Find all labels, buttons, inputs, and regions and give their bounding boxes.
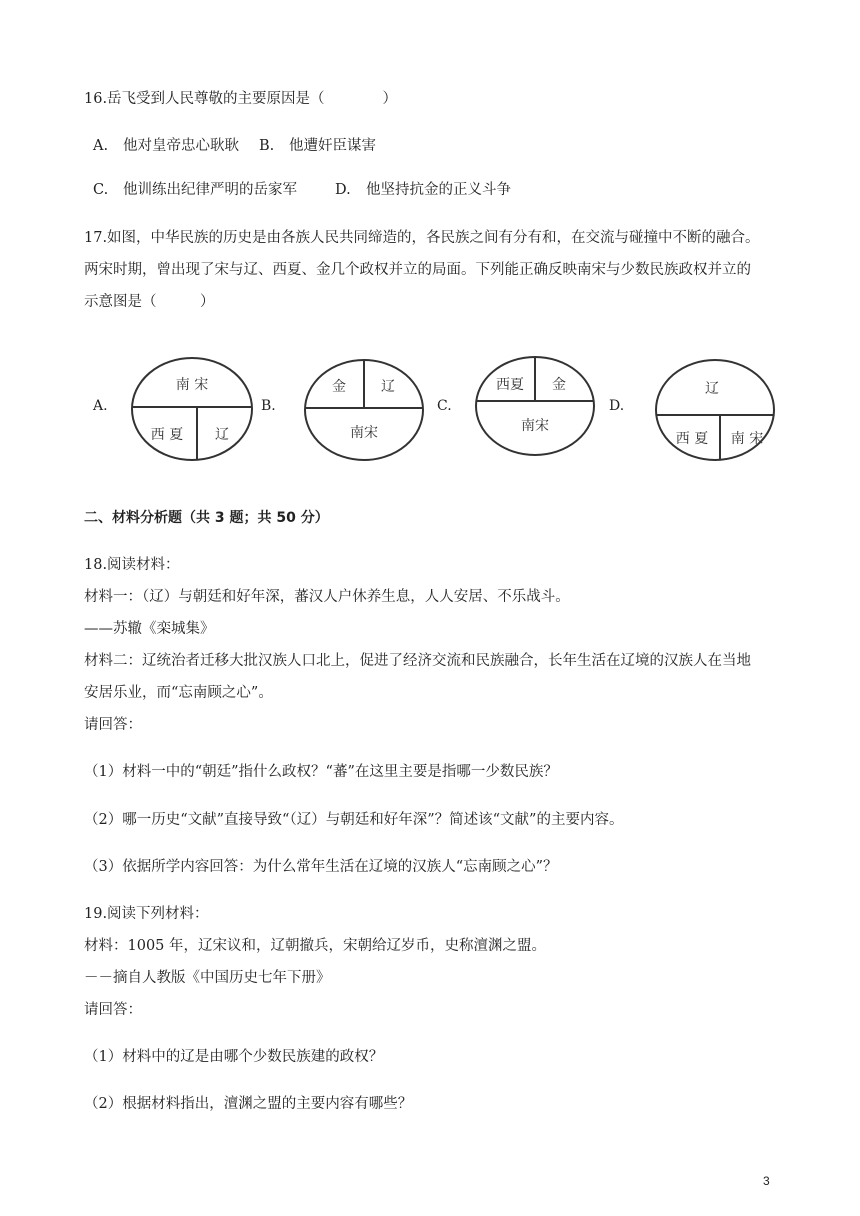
q18-sub-question-3: （3）依据所学内容回答：为什么常年生活在辽境的汉族人“忘南顾之心”？ [84,859,558,875]
diagram-d-letter: D. [609,398,625,414]
q18-material-1-source: ——苏辙《栾城集》 [84,621,215,637]
diagram-a-letter: A. [93,398,108,414]
diagram-c [474,354,596,458]
q19-intro: 19.阅读下列材料： [84,906,209,922]
q18-material-2-line2: 安居乐业，而“忘南顾之心”。 [84,685,273,701]
q16-option-c-text: 他训练出纪律严明的岳家军 [123,182,297,198]
q19-source: －－摘自人教版《中国历史七年下册》 [84,970,331,986]
diagram-b-top-left-label: 金 [332,379,346,395]
q18-sub-question-1: （1）材料一中的“朝廷”指什么政权？“蕃”在这里主要是指哪一少数民族？ [84,764,558,780]
diagram-a-top-label: 南 宋 [175,377,209,393]
section-2-title: 二、材料分析题（共 3 题；共 50 分） [84,510,329,526]
q16-stem: 16.岳飞受到人民尊敬的主要原因是（ ） [84,91,398,107]
diagram-d-bottom-left-label: 西 夏 [675,431,709,447]
q17-stem-line3: 示意图是（ ） [84,294,215,310]
page-number: 3 [763,1174,770,1188]
q19-sub-question-1: （1）材料中的辽是由哪个少数民族建的政权？ [84,1049,384,1065]
q16-option-a-text: 他对皇帝忠心耿耿 [123,138,239,154]
q18-sub-question-2: （2）哪一历史“文献”直接导致“（辽）与朝廷和好年深”？简述该“文献”的主要内容。 [84,812,624,828]
diagram-b [303,357,425,463]
diagram-b-bottom-label: 南宋 [350,425,378,441]
q18-material-1: 材料一：（辽）与朝廷和好年深，蕃汉人户休养生息，人人安居、不乐战斗。 [84,589,570,605]
diagram-c-bottom-label: 南宋 [521,418,549,434]
q17-stem-line1: 17.如图，中华民族的历史是由各族人民共同缔造的，各民族之间有分有和，在交流与碰撞中不断的融合。 [84,230,760,246]
q16-option-b-letter: B. [259,138,275,154]
q19-ask: 请回答： [84,1002,142,1018]
diagram-c-top-left-label: 西夏 [496,377,524,393]
q18-material-2-line1: 材料二：辽统治者迁移大批汉族人口北上，促进了经济交流和民族融合，长年生活在辽境的汉族人在当地 [84,653,751,669]
q16-option-c-letter: C. [93,182,109,198]
diagram-c-letter: C. [437,398,452,414]
q19-material: 材料：1005 年，辽宋议和，辽朝撤兵，宋朝给辽岁币，史称澶渊之盟。 [84,938,547,954]
diagram-b-letter: B. [261,398,276,414]
q17-stem-line2: 两宋时期，曾出现了宋与辽、西夏、金几个政权并立的局面。下列能正确反映南宋与少数民族政权并立的 [84,262,751,278]
q18-intro: 18.阅读材料： [84,557,180,573]
q16-option-d-text: 他坚持抗金的正义斗争 [366,182,511,198]
q16-option-d-letter: D. [335,182,351,198]
q16-option-b-text: 他遭奸臣谋害 [289,138,376,154]
diagram-a-bottom-right-label: 辽 [215,427,229,443]
q18-ask: 请回答： [84,717,142,733]
diagram-b-top-right-label: 辽 [381,379,395,395]
diagram-d-top-label: 辽 [705,381,719,397]
diagram-d-bottom-right-label: 南 宋 [730,431,764,447]
diagram-d [654,357,776,463]
q16-option-a-letter: A. [93,138,109,154]
diagram-a-bottom-left-label: 西 夏 [150,427,184,443]
diagram-c-top-right-label: 金 [552,377,566,393]
diagram-a [130,355,254,463]
q19-sub-question-2: （2）根据材料指出，澶渊之盟的主要内容有哪些？ [84,1096,413,1112]
